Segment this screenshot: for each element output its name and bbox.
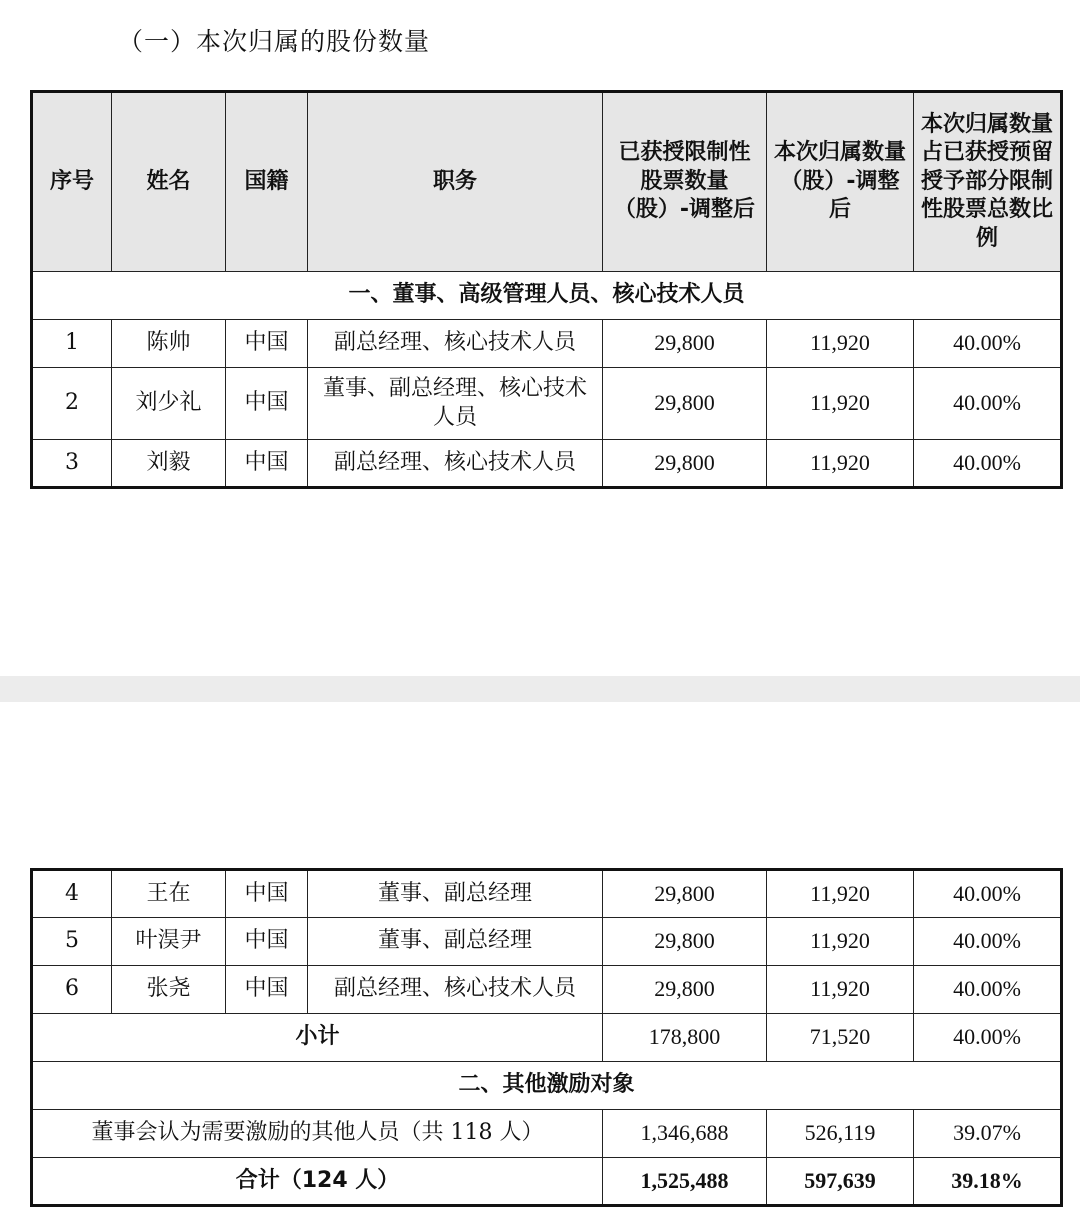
cell-ratio: 40.00% (914, 870, 1062, 918)
cell-nationality: 中国 (226, 966, 308, 1014)
table-header-row (32, 92, 1062, 272)
table-row (32, 966, 1062, 1014)
cell-name: 刘毅 (112, 440, 226, 488)
others-granted: 1,346,688 (603, 1110, 767, 1158)
cell-granted: 29,800 (603, 870, 767, 918)
cell-nationality: 中国 (226, 870, 308, 918)
cell-nationality: 中国 (226, 320, 308, 368)
cell-ratio: 40.00% (914, 368, 1062, 440)
group-row (32, 272, 1062, 320)
total-ratio: 39.18% (914, 1158, 1062, 1206)
cell-vested: 11,920 (767, 320, 914, 368)
shares-table-part1 (30, 90, 1063, 489)
others-label: 董事会认为需要激励的其他人员（共 118 人） (32, 1110, 603, 1158)
table-row (32, 368, 1062, 440)
cell-position: 副总经理、核心技术人员 (308, 320, 603, 368)
cell-nationality: 中国 (226, 440, 308, 488)
group1-label: 一、董事、高级管理人员、核心技术人员 (32, 272, 1062, 320)
table-row (32, 320, 1062, 368)
cell-nationality: 中国 (226, 368, 308, 440)
cell-granted: 29,800 (603, 440, 767, 488)
cell-no: 3 (32, 440, 112, 488)
subtotal-granted: 178,800 (603, 1014, 767, 1062)
table-row (32, 440, 1062, 488)
cell-ratio: 40.00% (914, 320, 1062, 368)
header-vested: 本次归属数量（股）-调整后 (767, 92, 914, 272)
cell-ratio: 40.00% (914, 966, 1062, 1014)
header-ratio: 本次归属数量占已获授预留授予部分限制性股票总数比例 (914, 92, 1062, 272)
subtotal-row (32, 1014, 1062, 1062)
others-row (32, 1110, 1062, 1158)
cell-vested: 11,920 (767, 966, 914, 1014)
cell-no: 5 (32, 918, 112, 966)
cell-position: 董事、副总经理 (308, 918, 603, 966)
subtotal-ratio: 40.00% (914, 1014, 1062, 1062)
cell-position: 董事、副总经理 (308, 870, 603, 918)
subtotal-label: 小计 (32, 1014, 603, 1062)
section-title: （一）本次归属的股份数量 (118, 27, 431, 56)
cell-position: 董事、副总经理、核心技术人员 (308, 368, 603, 440)
shares-table-part2 (30, 868, 1063, 1207)
cell-nationality: 中国 (226, 918, 308, 966)
table-row (32, 870, 1062, 918)
cell-vested: 11,920 (767, 368, 914, 440)
cell-granted: 29,800 (603, 320, 767, 368)
total-label: 合计（124 人） (32, 1158, 603, 1206)
table-row (32, 918, 1062, 966)
total-row (32, 1158, 1062, 1206)
cell-position: 副总经理、核心技术人员 (308, 966, 603, 1014)
page-separator (0, 676, 1080, 702)
cell-ratio: 40.00% (914, 440, 1062, 488)
cell-name: 叶淏尹 (112, 918, 226, 966)
header-position: 职务 (308, 92, 603, 272)
group-row (32, 1062, 1062, 1110)
cell-name: 刘少礼 (112, 368, 226, 440)
cell-vested: 11,920 (767, 870, 914, 918)
group2-label: 二、其他激励对象 (32, 1062, 1062, 1110)
cell-no: 6 (32, 966, 112, 1014)
cell-granted: 29,800 (603, 966, 767, 1014)
cell-no: 1 (32, 320, 112, 368)
total-granted: 1,525,488 (603, 1158, 767, 1206)
header-granted: 已获授限制性股票数量（股）-调整后 (603, 92, 767, 272)
cell-no: 4 (32, 870, 112, 918)
cell-name: 陈帅 (112, 320, 226, 368)
header-nationality: 国籍 (226, 92, 308, 272)
cell-vested: 11,920 (767, 440, 914, 488)
cell-granted: 29,800 (603, 368, 767, 440)
cell-ratio: 40.00% (914, 918, 1062, 966)
subtotal-vested: 71,520 (767, 1014, 914, 1062)
cell-name: 王在 (112, 870, 226, 918)
cell-no: 2 (32, 368, 112, 440)
total-vested: 597,639 (767, 1158, 914, 1206)
others-ratio: 39.07% (914, 1110, 1062, 1158)
cell-position: 副总经理、核心技术人员 (308, 440, 603, 488)
cell-granted: 29,800 (603, 918, 767, 966)
header-name: 姓名 (112, 92, 226, 272)
header-no: 序号 (32, 92, 112, 272)
cell-vested: 11,920 (767, 918, 914, 966)
others-vested: 526,119 (767, 1110, 914, 1158)
cell-name: 张尧 (112, 966, 226, 1014)
